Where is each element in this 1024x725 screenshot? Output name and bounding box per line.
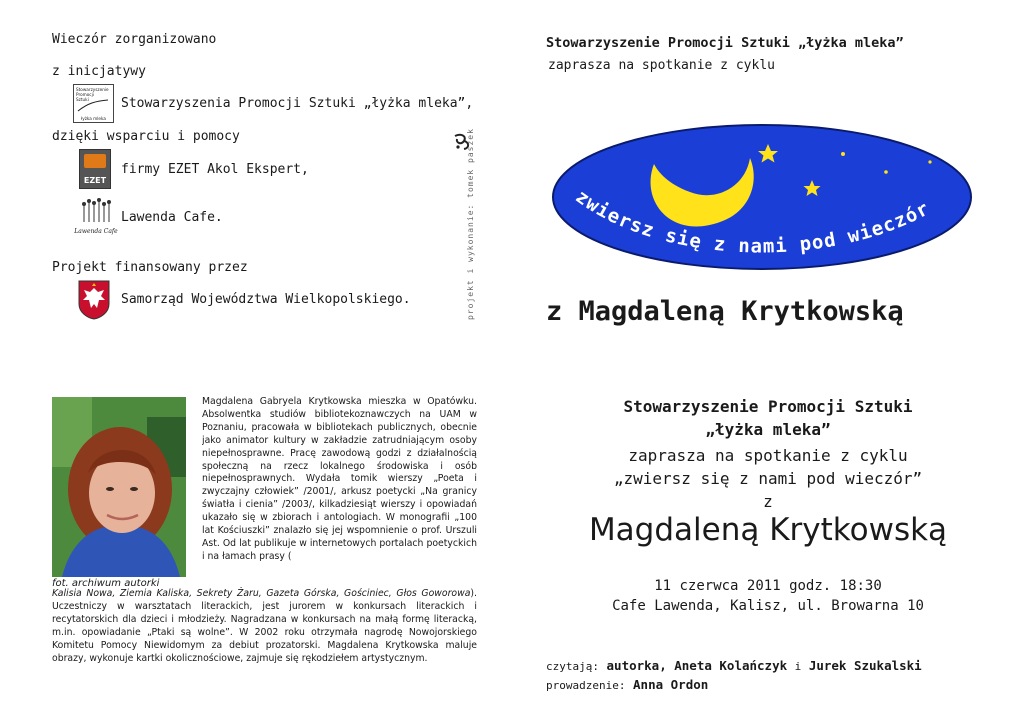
organized-line: Wieczór zorganizowano: [52, 32, 217, 47]
host-name: Anna Ordon: [633, 677, 709, 692]
event-place: Cafe Lawenda, Kalisz, ul. Browarna 10: [612, 598, 924, 614]
initiative-line: z inicjatywy: [52, 64, 146, 79]
guest-name: Magdaleną Krytkowską: [588, 512, 948, 548]
cycle-bottom: „zwiersz się z nami pod wieczór”: [613, 469, 923, 488]
readers-line: [546, 658, 922, 673]
readers-names-b: Jurek Szukalski: [808, 658, 922, 673]
lawenda-logo-text: Lawenda Cafe: [74, 228, 118, 235]
bio-paragraph: ). Uczestniczy w warsztatach literackich, jest jurorem w konkursach literackich i recytatorskich dla dzieci i młodzieży. Nagradzana w konkursach na małą formę literacką, m.in. opowiadanie „Ptaki są wolne”. W 2002 roku otrzymała nagrodę Nowojorskiego Komitetu Pomocy Niewidomym za debiut prozatorski. Magdalena Krytkowska maluje obrazy, wykonuje kartki okolicznościowe, zajmuje się rękodziełem artystycznym.: [52, 588, 477, 664]
logo1-line: Promocji: [76, 92, 94, 97]
bio-paragraph: Magdalena Gabryela Krytkowska mieszka w Opatówku. Absolwentka studiów bibliotekoznawczych na UAM w Poznaniu, pracowała w bibliotekach publicznych, obecnie jako animator kultury w zakładzie zatrudniającym osoby niepełnosprawne. Pracę zawodową godzi z działalnością społeczną na rzecz lokalnego środowiska i osób niepełnosprawnych.: [202, 396, 477, 485]
star-icon: [884, 170, 888, 174]
readers-names-a: autorka, Aneta Kolańczyk: [606, 658, 788, 673]
event-date: 11 czerwca 2011 godz. 18:30: [654, 578, 882, 594]
logo1-line: Sztuki: [76, 97, 89, 102]
guest-title-top: z Magdaleną Krytkowską: [546, 296, 904, 327]
host-line: [546, 677, 708, 692]
z-line: z: [763, 492, 773, 511]
host-label: prowadzenie:: [546, 679, 626, 692]
lyzka-mleka-logo: [73, 84, 114, 123]
photo-caption: fot. archiwum autorki: [52, 578, 160, 589]
ezet-logo-text: EZET: [83, 176, 107, 185]
org4: Samorząd Województwa Wielkopolskiego.: [121, 292, 411, 307]
bio-column: [202, 396, 477, 586]
org1: Stowarzyszenia Promocji Sztuki „łyżka mleka”,: [121, 96, 474, 111]
invite-top: zaprasza na spotkanie z cyklu: [548, 58, 775, 73]
credit-text: projekt i wykonanie: tomek paszek: [466, 128, 475, 320]
bio-publications: Kalisia Nowa, Ziemia Kaliska, Sekrety Żaru, Gazeta Górska, Gościniec, Głos Goworowa: [52, 588, 471, 599]
ezet-logo: [79, 149, 111, 189]
wielkopolska-coat-of-arms: [78, 280, 110, 320]
financed-line: Projekt finansowany przez: [52, 260, 248, 275]
banner-text: zwiersz się z nami pod wieczór: [571, 185, 934, 258]
readers-label: czytają:: [546, 660, 599, 673]
org-line2: „łyżka mleka”: [705, 420, 831, 439]
author-photo: [52, 397, 186, 577]
org-title-top: Stowarzyszenie Promocji Sztuki „łyżka mleka”: [546, 35, 904, 51]
readers-and: i: [794, 660, 802, 673]
org2: firmy EZET Akol Ekspert,: [121, 162, 309, 177]
credit-vertical: [452, 128, 492, 340]
support-line: dzięki wsparciu i pomocy: [52, 129, 240, 144]
org-line1: Stowarzyszenie Promocji Sztuki: [623, 397, 913, 416]
bio-continued: [52, 588, 477, 665]
logo1-line: Stowarzyszenie: [76, 87, 109, 92]
cycle-banner: [550, 122, 974, 272]
logo1-line: łyżka mleka: [81, 116, 106, 121]
lawenda-logo: [73, 198, 119, 234]
star-icon: [928, 160, 931, 163]
star-icon: [841, 152, 845, 156]
invite-bottom: zaprasza na spotkanie z cyklu: [628, 446, 908, 465]
bio-paragraph: Wydała tomik wierszy „Poeta i zwyczajny człowiek” /2001/, arkusz poetycki „Na granicy światła i cienia” /2003/, kilkadziesiąt wierszy i opowiadań ukazało się w zbiorach i antologiach. W monografii „100 lat Kościuszki” znalazło się jej wspomnienie o prof. Urszuli Ast. Od lat publikuje w internetowych portalach poetyckich i na łamach prasy (: [202, 473, 477, 562]
org3: Lawenda Cafe.: [121, 210, 223, 225]
